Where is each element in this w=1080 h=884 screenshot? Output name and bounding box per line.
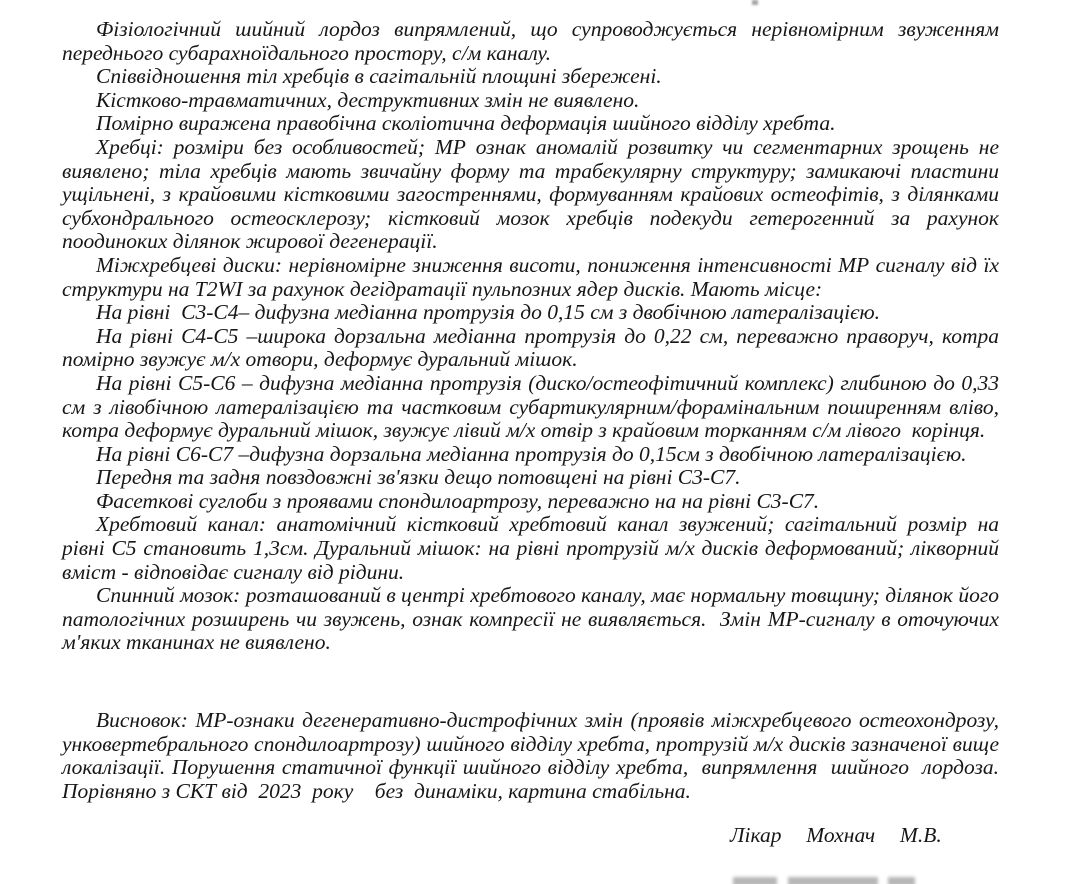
report-paragraph-lordosis: Фізіологічний шийний лордоз випрямлений, що супроводжується нерівномірним звуженням переднього субарахноїдального простору, с/м каналу. [62,17,999,65]
cut-off-mark-top [752,0,758,5]
report-paragraph-spinal-canal: Хребтовий канал: анатомічний кістковий хребтовий канал звужений; сагітальний розмір на рівні С5 становить 1,3см. Дуральний мішок: на рівні протрузій м/х дисків деформований; лікворний вміст - відповідає сигналу від рідини. [62,512,999,584]
report-paragraph-level-c4-c5: На рівні С4-С5 –широка дорзальна медіанна протрузія до 0,22 см, переважно праворуч, котра помірно звужує м/х отвори, деформує дуральний мішок. [62,323,999,372]
cut-off-text-artifact-bottom [733,877,915,884]
report-paragraph-vertebrae: Хребці: розміри без особливостей; МР ознак аномалій розвитку чи сегментарних зрощень не виявлено; тіла хребців мають звичайну форму та трабекулярну структуру; замикаючі пластини ущільнені, з крайовими кістковими загостреннями, формуванням крайових остеофітів, з ділянками субхондрального остеосклерозу; кістковий мозок хребців подекуди гетерогенний за рахунок поодиноких ділянок жирової дегенерації. [62,134,999,254]
report-paragraph-discs: Міжхребцеві диски: нерівномірне зниження висоти, пониження інтенсивності МР сигналу від їх структури на T2WI за рахунок дегідратації пульпозних ядер дисків. Мають місце: [62,252,999,301]
report-paragraph-no-trauma: Кістково-травматичних, деструктивних змін не виявлено. [96,87,640,112]
report-paragraph-level-c3-c4: На рівні С3-С4– дифузна медіанна протрузія до 0,15 см з двобічною латералізацією. [96,300,881,325]
doctor-signature: Лікар Мохнач М.В. [730,823,942,848]
report-text-block [62,18,999,848]
report-paragraph-facet-joints: Фасеткові суглоби з проявами спондилоартрозу, переважно на на рівні С3-С7. [96,488,820,513]
report-paragraph-scoliosis: Помірно виражена правобічна сколіотична деформація шийного відділу хребта. [96,111,836,136]
report-paragraph-spinal-cord: Спинний мозок: розташований в центрі хребтового каналу, має нормальну товщину; ділянок його патологічних розширень чи звужень, ознак компресії не виявляється. Змін МР-сигналу в оточуючих м'яких тканинах не виявлено. [62,583,999,655]
report-paragraph-vertebral-alignment: Співвідношення тіл хребців в сагітальній площині збережені. [96,64,662,89]
conclusion-paragraph: Висновок: МР-ознаки дегенеративно-дистрофічних змін (проявів міжхребцевого остеохондрозу, унковертебрального спондилоартрозу) шийного відділу хребта, протрузій м/х дисків зазначеної вище локалізації. Порушення статичної функції шийного відділу хребта, випрямлення шийного лордоза. Порівняно з СКТ від 2023 року без динаміки, картина стабільна. [62,708,999,803]
report-paragraph-level-c5-c6: На рівні С5-С6 – дифузна медіанна протрузія (диско/остеофітичний комплекс) глибиною до 0,33 см з лівобічною латералізацією та частковим субартикулярним/форамінальним поширенням вліво, котра деформує дуральний мішок, звужує лівий м/х отвір з крайовим торканням с/м лівого корінця. [62,370,999,443]
report-paragraph-ligaments: Передня та задня повздовжні зв'язки дещо потовщені на рівні С3-С7. [96,465,741,490]
report-paragraph-level-c6-c7: На рівні С6-С7 –дифузна дорзальна медіанна протрузія до 0,15см з двобічною латералізацією. [96,441,967,466]
